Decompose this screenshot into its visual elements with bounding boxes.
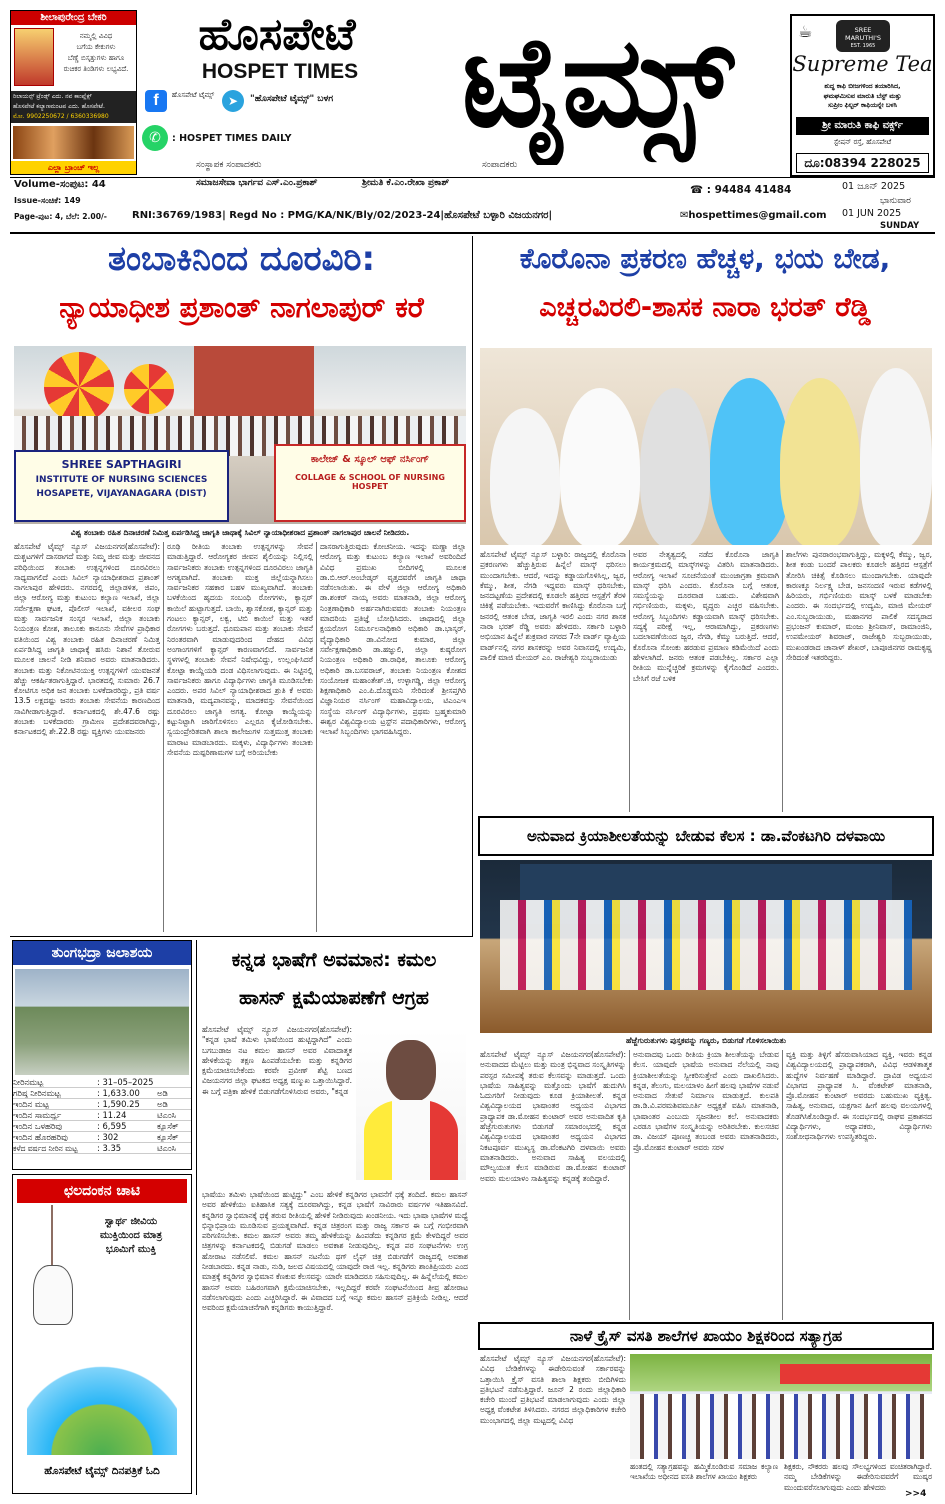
satyagraha-caption-right: ಶಿಕ್ಷಕರು, ನೌಕರರು ಹಲವು ಸೌಲಭ್ಯಗಳಿಂದ ವಂಚಿತರಾಗಿದ್ದಾರೆ. ನಮ್ಮ ಬೇಡಿಕೆಗಳನ್ನು ಈಡೇರಿಸುವವರೆಗೆ ಮುಷ್ಕರ ಮುಂದುವರೆಸಲಾಗುವುದು ಎಂದು ಹೇಳಿದರು bbox=[784, 1462, 932, 1492]
person-figure bbox=[860, 368, 932, 545]
date-kannada: 01 ಜೂನ್ 2025 bbox=[842, 181, 906, 192]
tobacco-rally-photo bbox=[14, 346, 466, 524]
bakery-tag: ಎಲ್ಲಾ ಬ್ರಾಂಚ್ ಇಲ್ಲ bbox=[11, 161, 136, 174]
column-rule bbox=[629, 550, 630, 812]
tea-brand1: SREE MARUTHI'S bbox=[844, 26, 882, 42]
masthead-title-small-kannada: ಹೊಸಪೇಟೆ bbox=[198, 9, 356, 60]
column-rule bbox=[782, 550, 783, 812]
masthead-title-big-kannada: ಟೈಮ್ಸ್ bbox=[461, 9, 734, 155]
dam-table bbox=[13, 1077, 191, 1154]
hanging-figure-drawing bbox=[33, 1265, 73, 1325]
registration-line: RNI:36769/1983| Regd No : PMG/KA/NK/Bly/02/2023-24|ಹೊಸಪೇಟೆ ಬಳ್ಳಾರಿ ವಿಜಯನಗರ| bbox=[132, 210, 553, 221]
founder-name: ಸಮಾಜಸೇವಾ ಭಾರ್ಗವ ಎಸ್.ಎಂ.ಪ್ರಕಾಶ್ bbox=[196, 178, 318, 188]
shanmukha-portrait bbox=[356, 1030, 466, 1180]
tea-address: ಸ್ಟೇಷನ್ ರಸ್ತೆ, ಹೊಸಪೇಟೆ bbox=[833, 138, 892, 146]
dam-row bbox=[13, 1143, 191, 1154]
facebook-label: ಹೊಸಪೇಟೆ ಟೈಮ್ಸ್ bbox=[171, 91, 215, 99]
issue-info: Issue-ಸಂಚಿಕೆ: 149 bbox=[14, 196, 81, 205]
email-link[interactable]: ✉hospettimes@gmail.com bbox=[680, 210, 827, 221]
bakery-line1: ನಮ್ಮಲ್ಲಿ ವಿವಿಧ bbox=[79, 32, 113, 40]
dam-row bbox=[13, 1077, 191, 1088]
dam-row-value: : 31–05–2025 bbox=[97, 1077, 154, 1087]
dam-row-unit: ಟಿಎಂಸಿ bbox=[157, 1110, 177, 1120]
dam-row-value: : 1,590.25 bbox=[97, 1099, 140, 1109]
bakery-products-image bbox=[13, 126, 134, 159]
rally-umbrella-icon bbox=[44, 352, 114, 422]
kannada-headline-1: ಕನ್ನಡ ಭಾಷೆಗೆ ಅವಮಾನ: ಕಮಲ bbox=[231, 949, 437, 971]
cartoon-title: ಛಲದಂಕನ ಚಾಟಿ bbox=[17, 1179, 187, 1203]
dam-row-unit: ಕ್ಯೂಸೆಕ್ bbox=[157, 1121, 179, 1131]
satyagraha-caption-left: ಹಂತದಲ್ಲಿ ಸತ್ಯಾಗ್ರಹವನ್ನು ಹಮ್ಮಿಕೊಂಡಿರುವ ಸಮಾಜ ಕಲ್ಯಾಣ ಇಲಾಖೆಯ ಅಧೀನದ ವಸತಿ ಶಾಲೆಗಳ ಖಾಯಂ ಶಿಕ್ಷಕರು bbox=[630, 1462, 778, 1482]
satyagraha-photo bbox=[630, 1354, 932, 1459]
masthead-bottom-rule bbox=[10, 232, 935, 234]
protest-crowd bbox=[630, 1394, 932, 1459]
kannada-headline-2: ಹಾಸನ್ ಕ್ಷಮೆಯಾಪಣೆಗೆ ಆಗ್ರಹ bbox=[239, 987, 429, 1009]
tea-company-name: ಶ್ರೀ ಮಾರುತಿ ಕಾಫಿ ವರ್ಕ್ಸ್ bbox=[796, 117, 929, 135]
kannada-body: ಭಾಷೆಯು ತಮಿಳು ಭಾಷೆಯಿಂದ ಹುಟ್ಟಿದ್ದು" ಎಂಬ ಹೇಳಿಕೆ ಕನ್ನಡಿಗರ ಭಾವನೆಗೆ ಧಕ್ಕೆ ತಂದಿದೆ. ಕಮಲ ಹಾಸನ್ ಅವರ ಹೇಳಿಕೆಯು ಐತಿಹಾಸಿಕ ಸತ್ಯಕ್ಕೆ ದೂರವಾಗಿದ್ದು, ಕನ್ನಡ ಭಾಷೆಗೆ ಸಾವಿರಾರು ವರ್ಷಗಳ ಇತಿಹಾಸವಿದೆ. ಕನ್ನಡಿಗರ ಸ್ವಾಭಿಮಾನಕ್ಕೆ ಧಕ್ಕೆ ತರುವ ರೀತಿಯಲ್ಲಿ ಹೇಳಿಕೆ ನೀಡಿರುವುದು ಖಂಡನೀಯ. ಇದು ಭಾಷಾ ಭಾಷೆಗಳ ಮಧ್ಯೆ ಭಿನ್ನಾಭಿಪ್ರಾಯ ಮೂಡಿಸುವ ಪ್ರಯತ್ನವಾಗಿದೆ. ಕನ್ನಡ ಚಿತ್ರರಂಗ ಮತ್ತು ರಾಜ್ಯ ಸರ್ಕಾರ ಈ ಬಗ್ಗೆ ಗಂಭೀರವಾಗಿ ಪರಿಗಣಿಸಬೇಕು. ಕಮಲ ಹಾಸನ್ ಅವರು ತಮ್ಮ ಹೇಳಿಕೆಯನ್ನು ಹಿಂಪಡೆದು ಕನ್ನಡಿಗರ ಕ್ಷಮೆ ಕೇಳದಿದ್ದರೆ ಅವರ ಚಿತ್ರಗಳನ್ನು ಕರ್ನಾಟಕದಲ್ಲಿ ಬಿಡುಗಡೆ ಮಾಡಲು ಅವಕಾಶ ನೀಡುವುದಿಲ್ಲ. ಕನ್ನಡ ಪರ ಸಂಘಟನೆಗಳು ಉಗ್ರ ಹೋರಾಟ ನಡೆಸಲಿವೆ. ಕಮಲ ಹಾಸನ್ ನಟನೆಯ ಥಗ್ ಲೈಫ್ ಚಿತ್ರ ಬಿಡುಗಡೆಗೆ ರಾಜ್ಯದಲ್ಲಿ ಅವಕಾಶ ನೀಡಬಾರದು. ಕನ್ನಡ ನಾಡು, ನುಡಿ, ಜಲದ ವಿಷಯದಲ್ಲಿ ಯಾವುದೇ ರಾಜಿ ಇಲ್ಲ. ಕನ್ನಡಿಗರು ಶಾಂತಿಪ್ರಿಯರು ಎಂದ ಮಾತ್ರಕ್ಕೆ ಕನ್ನಡಿಗರ ಸ್ವಾಭಿಮಾನ ಕೆಣಕುವ ಕೆಲಸವನ್ನು ಯಾರೇ ಮಾಡಿದರೂ ಸಹಿಸುವುದಿಲ್ಲ. ಈ ಹಿನ್ನೆಲೆಯಲ್ಲಿ ಕಮಲ ಹಾಸನ್ ಅವರು ಬಹಿರಂಗವಾಗಿ ಕ್ಷಮೆಯಾಚಿಸಬೇಕು, ಇಲ್ಲದಿದ್ದರೆ ಕರವೇ ಸಂಘಟನೆಯಿಂದ ತೀವ್ರ ಹೋರಾಟ ನಡೆಸಲಾಗುವುದು ಎಂದು ಎಚ್ಚರಿಸಿದ್ದಾರೆ. ಈ ವಿವಾದದ ಬಗ್ಗೆ ಇನ್ನೂ ಕಮಲ ಹಾಸನ್ ಪ್ರತಿಕ್ರಿಯೆ ನೀಡಿಲ್ಲ. ಆದರೆ ಅವರಿಂದ ಕ್ಷಮೆಯಾಚನೆಗಾಗಿ ಕನ್ನಡಿಗರು ಕಾಯುತ್ತಿದ್ದಾರೆ. bbox=[202, 1190, 468, 1313]
tea-line2: ಘಮಘಮಿಸುವ ಮಾರುತಿ ಬೆಸ್ಟ್ ಮತ್ತು bbox=[823, 91, 902, 100]
corona-mask-photo bbox=[480, 348, 932, 545]
dam-row-value: : 302 bbox=[97, 1132, 119, 1142]
dam-row-value: : 6,595 bbox=[97, 1121, 127, 1131]
bakery-line3: ಬೆಣ್ಣೆ ಬಿಸ್ಕತ್ತುಗಳು ಹಾಗೂ bbox=[67, 54, 125, 62]
bakery-address bbox=[11, 91, 136, 123]
volume-info: Volume-ಸಂಪುಟ: 44 bbox=[14, 179, 106, 190]
editor-name: ಶ್ರೀಮತಿ ಕೆ.ಎಂ.ರೇಖಾ ಪ್ರಕಾಶ್ bbox=[362, 178, 450, 188]
cup-icon: ☕ bbox=[798, 22, 813, 41]
dam-title: ತುಂಗಭದ್ರಾ ಜಲಾಶಯ bbox=[13, 941, 191, 965]
dam-row-value: : 1,633.00 bbox=[97, 1088, 140, 1098]
column-rule bbox=[782, 1050, 783, 1320]
dam-row bbox=[13, 1121, 191, 1132]
banner-left-line3: HOSAPETE, VIJAYANAGARA (DIST) bbox=[36, 489, 207, 499]
cartoon-text-3: ಭೂಮಿಗೆ ಮುಕ್ತಿ bbox=[105, 1244, 157, 1255]
middle-horizontal-rule bbox=[10, 936, 473, 937]
continued-marker[interactable]: >>4 bbox=[905, 1489, 927, 1499]
corona-column-2: ಅವರ ನೇತೃತ್ವದಲ್ಲಿ ನಡೆದ ಕೊರೊನಾ ಜಾಗೃತಿ ಕಾರ್ಯಕ್ರಮದಲ್ಲಿ ಮಾಸ್ಕ್‌ಗಳನ್ನು ವಿತರಿಸಿ ಮಾತನಾಡಿದರು. ಆರೋಗ್ಯ ಇಲಾಖೆ ಸೂಚನೆಯಂತೆ ಮುಂಜಾಗ್ರತಾ ಕ್ರಮವಾಗಿ ಮಾಸ್ಕ್ ಧರಿಸಿ ಎಂದರು. ಕೊರೊನಾ ಬಗ್ಗೆ ಆತಂಕ, ಸಮಸ್ಯೆಯನ್ನು ದೂರವಾಡ ಬಹುದು. ವಿಶೇಷವಾಗಿ ಗರ್ಭಿಣಿಯರು, ಮಕ್ಕಳು, ವೃದ್ಧರು ಎಚ್ಚರ ವಹಿಸಬೇಕು. ಆರೋಗ್ಯ ಸಿಬ್ಬಂದಿಗಳು ಕಡ್ಡಾಯವಾಗಿ ಮಾಸ್ಕ್ ಧರಿಸಬೇಕು. ಸದ್ಯಕ್ಕೆ ಪರೀಕ್ಷೆ ಇಲ್ಲ, ಆರಾಮಾಗಿದ್ದು, ಪ್ರಕರಣಗಳು ಬದಲಾವಣೆಯಿಂದ ಜ್ವರ, ನೆಗಡಿ, ಕೆಮ್ಮು ಬರುತ್ತಿದೆ. ಆದರೆ, ಕೊರೊನಾ ಸೋಂಕು ಹರಡುವ ಪ್ರಮಾಣ ಕಡಿಮೆಯಿದೆ ಎಂದು ಹೇಳಲಾಗಿದೆ. ಜನರು ಆತಂಕ ಪಡಬೇಕಿಲ್ಲ. ಸರ್ಕಾರ ಎಲ್ಲಾ ರೀತಿಯ ಮುನ್ನೆಚ್ಚರಿಕೆ ಕ್ರಮಗಳನ್ನು ಕೈಗೊಂಡಿದೆ ಎಂದರು. ಬೇಸಿಗೆ ರಜೆ ಬಳಿಕ bbox=[633, 550, 779, 683]
dam-row-label: ಇಂದಿನ ಹೊರಹರಿವು bbox=[13, 1132, 68, 1142]
banner-right-line2: COLLAGE & SCHOOL OF NURSING HOSPET bbox=[295, 473, 445, 491]
protest-banner bbox=[780, 1364, 930, 1384]
rally-umbrella-icon bbox=[124, 364, 174, 414]
tobacco-photo-caption: ವಿಶ್ವ ತಂಬಾಕು ರಹಿತ ದಿನಾಚರಣೆ ನಿಮಿತ್ತ ಏರ್ಪಡಿಸಿದ್ದ ಜಾಗೃತಿ ಜಾಥಾಕ್ಕೆ ಸಿವಿಲ್ ನ್ಯಾಯಾಧೀಶರಾದ ಪ್ರಶಾಂತ್ ನಾಗಲಾಪುರ ಚಾಲನೆ ನೀಡಿದರು. bbox=[70, 528, 410, 537]
tobacco-column-2: ರೂಢಿ ರೀತಿಯ ತಂಬಾಕು ಉತ್ಪನ್ನಗಳನ್ನು ಸೇವನೆ ಮಾಡುತ್ತಿದ್ದಾರೆ. ಆರೋಗ್ಯಕರ ಜೀವನ ಶೈಲಿಯನ್ನು ನಿಲ್ಲಿಸಲ್ಲಿ ಸಾರ್ವಜನಿಕರು ತಂಬಾಕು ಉತ್ಪನ್ನಗಳಿಂದ ದೂರವಿರಲು ಜಾಗೃತಿ ಅಗತ್ಯವಾಗಿದೆ. ತಂಬಾಕು ಮುಕ್ತ ಜಿಲ್ಲೆಯನ್ನಾಗಿಸಲು ಸಾರ್ವಜನಿಕರ ಸಹಕಾರ ಬಹಳ ಮುಖ್ಯವಾಗಿದೆ. ತಂಬಾಕು ಬಳಕೆಯಿಂದ ಹೃದಯ ಸಂಬಂಧಿ ರೋಗಗಳು, ಕ್ಯಾನ್ಸರ್ ಕಾಯಿಲೆ ಹುಟ್ಟಾಗುತ್ತದೆ. ಬಾಯಿ, ಶ್ವಾಸಕೋಶ, ಕ್ಯಾನ್ಸರ್ ಮತ್ತು ಗಂಟಲು ಕ್ಯಾನ್ಸರ್, ಲಕ್ವ, ಟಿಬಿ ಕಾಯಿಲೆ ಮತ್ತು ಇತರೆ ರೋಗಗಳು ಬರುತ್ತದೆ. ಧೂಮಪಾನ ಮತ್ತು ತಂಬಾಕು ಸೇವನೆ ನಿರಂತರವಾಗಿ ಮಾಡುವುದರಿಂದ ದೇಹದ ವಿವಿಧ ಅಂಗಾಂಗಗಳಿಗೆ ಕ್ಯಾನ್ಸರ್ ಕಾರಣವಾಗಲಿದೆ. ಸಾರ್ವಜನಿಕ ಸ್ಥಳಗಳಲ್ಲಿ ತಂಬಾಕು ಸೇವನೆ ನಿಷೇಧವಿದ್ದು, ಉಲ್ಲಂಘಿಸಿದರೆ ಕೋಟ್ಪಾ ಕಾಯ್ದೆಯಡಿ ದಂಡ ವಿಧಿಸಲಾಗುವುದು. ಈ ನಿಟ್ಟಿನಲ್ಲಿ ಸಾರ್ವಜನಿಕರು ಹಾಗೂ ವಿದ್ಯಾರ್ಥಿಗಳು ಜಾಗೃತಿ ಮೂಡಿಸಬೇಕು ಎಂದರು. ಅಪರ ಸಿವಿಲ್ ನ್ಯಾಯಾಧೀಶರಾದ ಶ್ರುತಿ ಕೆ ಅವರು ಮಾತನಾಡಿ, ಮದ್ಯಪಾನವನ್ನು, ಮಾದಕವಸ್ತು ಸೇವನೆಯಿಂದ ದೂರವಿರಲು ಜಾಗೃತಿ ಅಗತ್ಯ. ಕೋಟ್ಪಾ ಕಾಯ್ದೆಯನ್ನು ಕಟ್ಟುನಿಟ್ಟಾಗಿ ಜಾರಿಗೊಳಿಸಲು ಎಲ್ಲರೂ ಕೈಜೋಡಿಸಬೇಕು. ಸ್ವಯಂಪ್ರೇರಿತವಾಗಿ ಶಾಲಾ ಕಾಲೇಜುಗಳ ಸುತ್ತಮುತ್ತ ತಂಬಾಕು ಮಾರಾಟ ಮಾಡಬಾರದು. ಮಕ್ಕಳು, ವಿದ್ಯಾರ್ಥಿಗಳು ತಂಬಾಕು ಸೇವನೆಯ ದುಷ್ಪರಿಣಾಮಗಳ ಬಗ್ಗೆ ಅರಿಯಬೇಕು bbox=[167, 542, 313, 757]
portrait-face bbox=[386, 1040, 436, 1102]
banner-right bbox=[274, 444, 466, 522]
bakery-phone: ಮೋ. 9902250672 / 6360336980 bbox=[13, 113, 109, 120]
cartoon-text-2: ಮುಕ್ತಿಯಿಂದ ಮಾತ್ರ bbox=[99, 1230, 163, 1241]
column-rule bbox=[163, 542, 164, 932]
tobacco-column-1: ಹೊಸಪೇಟೆ ಟೈಮ್ಸ್ ನ್ಯೂಸ್ ವಿಜಯನಗರ(ಹೊಸಪೇಟೆ): ದುಶ್ಚಟಗಳಿಗೆ ದಾಸರಾಗದೆ ಮತ್ತು ನಿಮ್ಮ ಜೀವ ಮತ್ತು ಜೀವನದ ಪರಿಧಿಯಿಂದ ತಂಬಾಕು ಉತ್ಪನ್ನಗಳಿಂದ ದೂರವಿರಲು ಸಾಧ್ಯವಾಗಲಿದೆ ಎಂದು ಸಿವಿಲ್ ನ್ಯಾಯಾಧೀಶರಾದ ಪ್ರಶಾಂತ್ ನಾಗಲಾಪುರ ಹೇಳಿದರು. ನಗರದಲ್ಲಿ ಜಿಲ್ಲಾಡಳಿತ, ಜಿಪಂ, ಜಿಲ್ಲಾ ಆರೋಗ್ಯ ಮತ್ತು ಕುಟುಂಬ ಕಲ್ಯಾಣ ಇಲಾಖೆ, ಜಿಲ್ಲಾ ಸರ್ವೇಕ್ಷಣಾ ಘಟಕ, ಪೊಲೀಸ್ ಇಲಾಖೆ, ವಕೀಲರ ಸಂಘ ಮತ್ತು ಸಾರ್ವಜನಿಕ ಸಂಸ್ಕರ ಇಲಾಖೆ, ಜಿಲ್ಲಾ ತಂಬಾಕು ನಿಯಂತ್ರಣ ಕೋಶ, ತಾಲೂಕು ಕಾನೂನು ಸೇವೆಗಳ ಪ್ರಾಧಿಕಾರ ವತಿಯಿಂದ ವಿಶ್ವ ತಂಬಾಕು ರಹಿತ ದಿನಾಚರಣೆ ನಿಮಿತ್ತ ಏರ್ಪಡಿಸಿದ್ದ ಜಾಗೃತಿ ಜಾಥಾಕ್ಕೆ ಹಸಿರು ನಿಶಾನೆ ತೋರುವ ಮೂಲಕ ಚಾಲನೆ ನೀಡಿ ಶನಿವಾರ ಅವರು ಮಾತನಾಡಿದರು. ತಂಬಾಕು ಮತ್ತು ನಿಕೋಟಿನಯುಕ್ತ ಉತ್ಪನ್ನಗಳಿಗೆ ಯುವಜನತೆ ಹೆಚ್ಚು ಆಕರ್ಷಿತರಾಗುತ್ತಿದ್ದಾರೆ. ಭಾರತದಲ್ಲಿ ಸುಮಾರು 26.7 ಕೋಟಿಗೂ ಅಧಿಕ ಜನ ತಂಬಾಕು ಬಳಕೆದಾರರಿದ್ದು, ಪ್ರತಿ ವರ್ಷ 13.5 ಲಕ್ಷದಷ್ಟು ಜನರು ತಂಬಾಕು ಸೇವನೆಯ ಕಾರಣದಿಂದ ಸಾವಿಗೀಡಾಗುತ್ತಿದ್ದಾರೆ. ಕರ್ನಾಟಕದಲ್ಲಿ ಶೇ.47.6 ರಷ್ಟು ತಂಬಾಕು ಬಳಕೆದಾರರು ಗ್ರಾಮೀಣ ಪ್ರದೇಶದವರಾಗಿದ್ದು, ಕರ್ನಾಟಕದಲ್ಲಿ ಶೇ.22.8 ರಷ್ಟು ವ್ಯಕ್ತಿಗಳು ಯುವಜನರು bbox=[14, 542, 160, 737]
telegram-icon[interactable]: ➤ bbox=[222, 90, 244, 112]
person-figure bbox=[780, 378, 860, 545]
social-group-text: "ಹೊಸಪೇಟೆ ಟೈಮ್ಸ್" ಬಳಗ bbox=[250, 94, 334, 104]
banner-left-line2: INSTITUTE OF NURSING SCIENCES bbox=[35, 475, 208, 485]
right-advertisement bbox=[790, 14, 935, 177]
tea-line3: ಸುಪ್ರೀಂ ಫಿಲ್ಟರ್ ಕಾಫಿಯನ್ನೇ ಬಳಸಿ bbox=[827, 101, 898, 109]
dam-row-label: ಇಂದಿನ ಒಳಹರಿವು bbox=[13, 1121, 63, 1131]
dam-row-unit: ಕ್ಯೂಸೆಕ್ bbox=[157, 1132, 179, 1142]
rally-building bbox=[194, 346, 314, 416]
person-figure bbox=[560, 388, 640, 545]
tea-est: EST. 1965 bbox=[850, 43, 876, 49]
person-figure bbox=[710, 378, 790, 545]
dam-row-label: ಇಂದಿನ ಮಟ್ಟ bbox=[13, 1099, 49, 1109]
editor-label: ಸಂಪಾದಕರು bbox=[482, 160, 518, 170]
whatsapp-icon[interactable]: ✆ bbox=[142, 125, 168, 151]
satyagraha-column-1: ಹೊಸಪೇಟೆ ಟೈಮ್ಸ್ ನ್ಯೂಸ್ ವಿಜಯನಗರ(ಹೊಸಪೇಟೆ): ವಿವಿಧ ಬೇಡಿಕೆಗಳನ್ನು ಈಡೇರಿಸುವಂತೆ ಸರ್ಕಾರವನ್ನು ಒತ್ತಾಯಿಸಿ ಕ್ರೈಸ್ ವಸತಿ ಶಾಲಾ ಶಿಕ್ಷಕರು ಬೀದಿಗಿಳಿದು ಪ್ರತಿಭಟನೆ ನಡೆಸುತ್ತಿದ್ದಾರೆ. ಜೂನ್ 2 ರಂದು ಜಿಲ್ಲಾಧಿಕಾರಿ ಕಚೇರಿ ಮುಂದೆ ಪ್ರತಿಭಟನೆ ಮಾಡಲಾಗುವುದು ಎಂದು ಜಿಲ್ಲಾ ಅಧ್ಯಕ್ಷ ವೆಂಕಟೇಶ ತಿಳಿಸಿದರು. ನಗರದ ಜಿಲ್ಲಾಧಿಕಾರಿಗಳ ಕಚೇರಿ ಮುಂಭಾಗದಲ್ಲಿ ಜಿಲ್ಲಾ ಮಟ್ಟದಲ್ಲಿ ವಿವಿಧ bbox=[480, 1354, 626, 1425]
dam-row bbox=[13, 1099, 191, 1110]
story-tobacco-headline-2: ನ್ಯಾಯಾಧೀಶ ಪ್ರಶಾಂತ್ ನಾಗಲಾಪುರ್ ಕರೆ bbox=[59, 291, 424, 324]
rope-drawing bbox=[51, 1205, 53, 1265]
dam-row-unit: ಅಡಿ bbox=[157, 1088, 168, 1098]
left-column-rule bbox=[196, 940, 197, 1495]
dam-row-label: ಕಳೆದ ವರ್ಷದ ನೀರಿನ ಮಟ್ಟ bbox=[13, 1144, 78, 1153]
page-info: Page-ಪುಟ: 4, ಬೆಲೆ: 2.00/- bbox=[14, 212, 107, 221]
bakery-line4: ರುಚಿಕರ ತಿಂಡಿಗಳು ಲಭ್ಯವಿದೆ. bbox=[63, 65, 129, 73]
person-figure bbox=[640, 388, 710, 545]
story-corona-headline-1: ಕೊರೊನಾ ಪ್ರಕರಣ ಹೆಚ್ಚಳ, ಭಯ ಬೇಡ, bbox=[519, 242, 891, 275]
phone-number: ☎ : 94484 41484 bbox=[690, 184, 792, 196]
dam-row-unit: ಟಿಎಂಸಿ bbox=[157, 1143, 177, 1153]
book-release-photo bbox=[480, 860, 932, 1033]
person-figure bbox=[490, 408, 560, 545]
dam-row bbox=[13, 1110, 191, 1121]
book-release-caption: ಹೆಜ್ಜೆಗುರುತುಗಳು ಪುಸ್ತಕವನ್ನು ಗಣ್ಯರು, ಬಿಡುಗಡೆ ಗೊಳಿಸಲಾಯಿತು bbox=[625, 1036, 786, 1045]
dam-row-label: ನೀರಿನಮಟ್ಟ bbox=[13, 1077, 44, 1087]
dam-row-value: : 11.24 bbox=[97, 1110, 127, 1120]
column-rule bbox=[629, 1050, 630, 1320]
tea-line1: ಶುದ್ಧ ಕಾಫಿ ಬೀಜಗಳಿಂದ ತಯಾರಿಸಿದ, bbox=[824, 82, 901, 90]
cartoon-footer: ಹೊಸಪೇಟೆ ಟೈಮ್ಸ್ ದಿನಪತ್ರಿಕೆ ಓದಿ bbox=[44, 1465, 160, 1477]
dam-row-value: : 3.35 bbox=[97, 1143, 122, 1153]
day-english: SUNDAY bbox=[880, 221, 920, 231]
translation-column-1: ಹೊಸಪೇಟೆ ಟೈಮ್ಸ್ ನ್ಯೂಸ್ ವಿಜಯನಗರ(ಹೊಸಪೇಟೆ): ಅನುವಾದದ ಮೆಟ್ಟಿಲು ಮತ್ತು ಮಂತ್ರ ಭಿನ್ನವಾದ ಸಂಸ್ಕೃತಿಗಳನ್ನು ಪರಸ್ಪರ ಸಮೀಪಕ್ಕೆ ತರುವ ಕೆಲಸವನ್ನು ಮಾಡುತ್ತದೆ. ಒಂದು ಭಾಷೆಯ ಸಾಹಿತ್ಯವನ್ನು ಮತ್ತೊಂದು ಭಾಷೆಗೆ ಹುದುಗಿಸಿ ಓದುಗರಿಗೆ ನೀಡುವುದು ಕೂಡ ಕ್ರಿಯಾಶೀಲತೆ. ಕನ್ನಡ ವಿಶ್ವವಿದ್ಯಾಲಯದ ಭಾಷಾಂತರ ಅಧ್ಯಯನ ವಿಭಾಗದ ಪ್ರಾಧ್ಯಾಪಕ ಡಾ.ಮೋಹನ ಕುಂಟಾರ್ ಅವರ ಅನುವಾದಿತ ಕೃತಿ ಹೆಜ್ಜೆಗುರುತುಗಳು ಬಿಡುಗಡೆ ಸಮಾರಂಭದಲ್ಲಿ ಕನ್ನಡ ವಿಶ್ವವಿದ್ಯಾಲಯದ ಭಾಷಾಂತರ ಅಧ್ಯಯನ ವಿಭಾಗದ ನಿಕಟಪೂರ್ವ ಮುಖ್ಯಸ್ಥ ಡಾ.ವೆಂಕಟಗಿರಿ ದಳವಾಯಿ ಅವರು ಮಾತನಾಡಿದರು. ಅನುವಾದ ಸಾಹಿತ್ಯ ವಲಯದಲ್ಲಿ ಮೌಲ್ಯಯುತ ಕೆಲಸ ಮಾಡಿರುವ ಡಾ.ಮೋಹನ ಕುಂಟಾರ್ ಅವರು ಮಲಯಾಳಂ ಸಾಹಿತ್ಯವನ್ನು ಕನ್ನಡಕ್ಕೆ ತಂದಿದ್ದಾರೆ. bbox=[480, 1050, 626, 1183]
earth-drawing bbox=[27, 1355, 177, 1455]
dam-row-label: ಗರಿಷ್ಠ ನೀರಿನಮಟ್ಟ bbox=[13, 1088, 61, 1098]
translation-column-2: ಅನುವಾದವು ಒಂದು ರೀತಿಯ ಕ್ರಿಯಾ ಶೀಲತೆಯನ್ನು ಬೇಡುವ ಕೆಲಸ. ಯಾವುದೇ ಭಾಷೆಯ ಅನುವಾದ ನೆಲೆಯಲ್ಲಿ ನಾವು ಕ್ರಿಯಾಶೀಲತೆಯನ್ನು ಸ್ವೀಕರಿಸುತ್ತೇವೆ ಎಂದು ದಾಖಲಿಸಿದರು. ಕನ್ನಡ, ತೆಲುಗು, ಮಲಯಾಳಂ ಹೀಗೆ ಹಲವು ಭಾಷೆಗಳ ನಡುವೆ ಅನುವಾದ ಸೇತುವೆ ನಿರ್ಮಾಣ ಮಾಡುತ್ತದೆ. ಕುಲಪತಿ ಡಾ.ಡಿ.ವಿ.ಪರಮಶಿವಮೂರ್ತಿ ಅಧ್ಯಕ್ಷತೆ ವಹಿಸಿ ಮಾತನಾಡಿ, ಭಾಷಾಂತರ ಎಂಬುದು ಸೃಜನಶೀಲ ಕಲೆ. ಅನುವಾದಕರು ಎರಡೂ ಭಾಷೆಗಳ ಸಂಸ್ಕೃತಿಯನ್ನು ಅರಿತಿರಬೇಕು. ಕುಲಸಚಿವ ಡಾ. ವಿಜಯ್ ಪೂಣಚ್ಚ ತಂಬಂಡ ಅವರು ಮಾತನಾಡಿದರು, ಪ್ರೊ.ಮೋಹನ ಕುಂಟಾರ್ ಅವರು ಸರಳ bbox=[633, 1050, 779, 1152]
tea-logo bbox=[836, 20, 890, 52]
dam-row-unit bbox=[157, 1077, 191, 1087]
bakery-addr1: ರಿಲಾಯನ್ಸ್ ಟ್ರೆಂಡ್ಸ್ ಎದು. ನವ ಕಾಂಪ್ಲೆಕ್ಸ್ bbox=[13, 93, 92, 100]
bakery-image bbox=[14, 28, 54, 86]
tobacco-column-3: ದಾಸರಾಗುತ್ತಿರುವುದು ಕೋಚನೀಯ. ಇದನ್ನು ಮಣ್ಣಾ ಜಿಲ್ಲಾ ಆರೋಗ್ಯ ಮತ್ತು ಕುಟುಂಬ ಕಲ್ಯಾಣ ಇಲಾಖೆ ಅವರಿಂದಿದೆ ವಿವಿಧ ಪ್ರಮುಖ ಬೀದಿಗಳಲ್ಲಿ ಮೂಲಕ ಡಾ.ಬಿ.ಆರ್.ಅಂಬೇಡ್ಕರ್ ವೃತ್ತದವರೆಗೆ ಜಾಗೃತಿ ಜಾಥಾ ನಡೆಸಲಾಯಿತು. ಈ ವೇಳೆ ಜಿಲ್ಲಾ ಆರೋಗ್ಯ ಅಧಿಕಾರಿ ಡಾ.ಶಂಕರ್ ನಾಯ್ಕ ಅವರು ಮಾತನಾಡಿ, ಜಿಲ್ಲಾ ಆರೋಗ್ಯ ನಿಂತ್ರಣಾಧಿಕಾರಿ ಅರ್ಹನಾಗಿರುವವರು ತಂಬಾಕು ನಿಯಂತ್ರಣ ಮಾದರಿಯ ಪ್ರತಿಜ್ಞೆ ಬೋಧಿಸಿದರು. ಜಾಥಾದಲ್ಲಿ ಜಿಲ್ಲಾ ಕ್ಷಯರೋಗ ನಿರ್ಮೂಲನಾಧಿಕಾರಿ ಅಧಿಕಾರಿ ಡಾ.ಭಾಸ್ಕರ್, ವೈದ್ಯಾಧಿಕಾರಿ ಡಾ.ವಿನೋದ ಕುಮಾರ, ಜಿಲ್ಲಾ ಸರ್ವೇಕ್ಷಣಾಧಿಕಾರಿ ಡಾ.ಹಜ್ಞುಲಿ, ಜಿಲ್ಲಾ ಕುಷ್ಠರೋಗ ನಿಯಂತ್ರಣ ಅಧಿಕಾರಿ ಡಾ.ರಾಧಿಕ, ತಾಲೂಕು ಆರೋಗ್ಯ ಅಧಿಕಾರಿ ಡಾ.ಬಸವರಾಜ್, ತಂಬಾಕು ನಿಯಂತ್ರಣ ಕೋಶದ ಸಂಯೋಜಕ ಮಹಾಂತೇಶ್.ಜಿ, ಉಳ್ಳಾಗಡ್ಡಿ, ಜಿಲ್ಲಾ ಆರೋಗ್ಯ ಶಿಕ್ಷಣಾಧಿಕಾರಿ ಎಂ.ಪಿ.ದೊಡ್ಡಮನಿ ಸೇರಿದಂತೆ ಶ್ರೀಸಪ್ತಗಿರಿ ವಿಜ್ಞಾನಿಯರ ನರ್ಸಿಂಗ್ ಮಹಾವಿದ್ಯಾಲಯ, ಟಿಎಂಎಇ ಸಂಸ್ಥೆಯ ನರ್ಸಿಂಗ್ ವಿದ್ಯಾರ್ಥಿಗಳು, ಪ್ರಥಮ ಬ್ರಹ್ಮಕುಮಾರಿ ಈಶ್ವರ ವಿಶ್ವವಿದ್ಯಾಲಯ ಟ್ರಸ್ಟ್‌ನ ಪದಾಧಿಕಾರಿಗಳು, ಆರೋಗ್ಯ ಇಲಾಖೆ ಸಿಬ್ಬಂದಿಗಳು ಭಾಗವಹಿಸಿದ್ದರು. bbox=[320, 542, 466, 737]
corona-column-3: ಶಾಲೆಗಳು ಪುನರಾರಂಭವಾಗುತ್ತಿದ್ದು, ಮಕ್ಕಳಲ್ಲಿ ಕೆಮ್ಮು, ಜ್ವರ, ಶೀತ ಕಂಡು ಬಂದರೆ ಪಾಲಕರು ಕೂಡಲೇ ಹತ್ತಿರದ ಆಸ್ಪತ್ರೆಗೆ ತೋರಿಸಿ ಚಿಕಿತ್ಸೆ ಕೊಡಿಸಲು ಮುಂದಾಗಬೇಕು. ಯಾವುದೇ ಕಾರಣಕ್ಕೂ ನಿರ್ಲಕ್ಷ್ಯ ಬೇಡ, ಜನಸಂದಣಿ ಇರುವ ಕಡೆಗಳಲ್ಲಿ ಹಿರಿಯರು, ಗರ್ಭಿಣಿಯರು ಮಾಸ್ಕ್ ಬಳಕೆ ಮಾಡಬೇಕು ಎಂದರು. ಈ ಸಂದರ್ಭದಲ್ಲಿ ಉದ್ಯಮಿ, ಮಾಜಿ ಮೇಯರ್ ಎಂ.ಸುಬ್ಬರಾಯುಡು, ಮಹಾನಗರ ಪಾಲಿಕೆ ಸದಸ್ಯರಾದ ಪ್ರಭಂಜನ್ ಕುಮಾರ್, ಮಂಜು ಶ್ರೀನಿವಾಸ್, ರಾಮಾಂಜಿನಿ, ಉಪಮೇಯರ್ ಶಿವರಾಜ್, ರಾಜೇಶ್ವರಿ ಸುಬ್ಬರಾಯುಡು, ಮುಖಂಡರಾದ ಚಾನಾಳ್ ಶೇಖರ್, ಬಾಪೂಜಿನಗರ ರಾಮಕೃಷ್ಣ ಸೇರಿದಂತೆ ಇತರರಿದ್ದರು. bbox=[786, 550, 932, 662]
translation-column-3: ವ್ಯಕ್ತಿ ಮತ್ತು ತಿಳ್ಳಿಗೆ ಹೆಸರುವಾಸಿಯಾದ ವ್ಯಕ್ತಿ, ಇವರು ಕನ್ನಡ ವಿಶ್ವವಿದ್ಯಾಲಯದಲ್ಲಿ ಪ್ರಾಧ್ಯಾಪಕರಾಗಿ, ವಿವಿಧ ಆಡಳಿತಾತ್ಮಕ ಹುದ್ದೆಗಳ ನಿರ್ವಹಣೆ ಮಾಡಿದ್ದಾರೆ. ದ್ರಾವಿಡ ಅಧ್ಯಯನ ವಿಭಾಗದ ಪ್ರಾಧ್ಯಾಪಕ ಸಿ. ವೆಂಕಟೇಶ್ ಮಾತನಾಡಿ, ಪ್ರೊ.ಮೋಹನ ಕುಂಟಾರ್ ಅವರದು ಬಹುಮುಖ ವ್ಯಕ್ತಿತ್ವ. ಸಾಹಿತ್ಯ, ಅನುವಾದ, ಯಕ್ಷಗಾನ ಹೀಗೆ ಹಲವು ವಲಯಗಳಲ್ಲಿ ತೊಡಗಿಸಿಕೊಂಡಿದ್ದಾರೆ. ಈ ಸಂದರ್ಭದಲ್ಲಿ ರಾಘವ ಪ್ರಕಾಶನದ ವಿದ್ಯಾರ್ಥಿಗಳು, ಅಧ್ಯಾಪಕರು, ವಿದ್ಯಾರ್ಥಿಗಳು ಸಂಶೋಧನಾರ್ಥಿಗಳು ಉಪಸ್ಥಿತರಿದ್ದರು. bbox=[786, 1050, 932, 1142]
dam-photo bbox=[15, 969, 189, 1075]
left-advertisement bbox=[10, 10, 137, 175]
bakery-title: ಶೀಲಾಪುರೇಂದ್ರ ಬೇಕರಿ bbox=[11, 11, 136, 25]
dam-row bbox=[13, 1132, 191, 1143]
column-rule bbox=[316, 542, 317, 932]
bakery-addr2: ಹೊಸಪೇಟೆ ಕಲ್ಯಾಣಮಂಟಪ ಎದು. ಹೊಸಪೇಟೆ. bbox=[13, 103, 105, 110]
date-english: 01 JUN 2025 bbox=[842, 208, 902, 219]
banner-right-line1: ಕಾಲೇಜ್ & ಸ್ಕೂಲ್ ಆಫ್ ನರ್ಸಿಂಗ್ bbox=[310, 454, 430, 465]
story-tobacco-headline-1: ತಂಬಾಕಿನಿಂದ ದೂರವಿರಿ: bbox=[107, 239, 376, 279]
kannada-intro: ಹೊಸಪೇಟೆ ಟೈಮ್ಸ್ ನ್ಯೂಸ್ ವಿಜಯನಗರ(ಹೊಸಪೇಟೆ): "ಕನ್ನಡ ಭಾಷೆ ತಮಿಳು ಭಾಷೆಯಿಂದ ಹುಟ್ಟಿದ್ದಾಗಿದೆ" ಎಂದು ಬಗಬುಡಾಜ ನಟ ಕಮಲ ಹಾಸನ್ ಅವರ ವಿವಾದಾತ್ಮಕ ಹೇಳಿಕೆಯನ್ನು ತಕ್ಷಣ ಹಿಂಪಡೆಯಬೇಕು ಮತ್ತು ಕನ್ನಡಿಗರ ಕ್ಷಮೆಯಾಚಿಸಬೇಕೆಂದು ಕರವೇ ಪ್ರವೀಣ್ ಶೆಟ್ಟಿ ಬಣದ ವಿಜಯನಗರ ಜಿಲ್ಲಾ ಘಟಕದ ಅಧ್ಯಕ್ಷ ಷಣ್ಮುಖ ಒತ್ತಾಯಿಸಿದ್ದಾರೆ. ಈ ಬಗ್ಗೆ ಪತ್ರಿಕಾ ಹೇಳಿಕೆ ಬಿಡುಗಡೆಗೊಳಿಸಿರುವ ಅವರು, "ಕನ್ನಡ bbox=[202, 1025, 352, 1096]
cartoon-text-1: ಸ್ವಾರ್ಥ ಜೀವಿಯ bbox=[104, 1216, 158, 1227]
day-kannada: ಭಾನುವಾರ bbox=[880, 196, 911, 206]
translation-headline: ಅನುವಾದ ಕ್ರಿಯಾಶೀಲತೆಯನ್ನು ಬೇಡುವ ಕೆಲಸ : ಡಾ.ವೆಂಕಟಗಿರಿ ದಳವಾಯಿ bbox=[526, 827, 886, 845]
satyagraha-headline: ನಾಳೆ ಕ್ರೈಸ್ ವಸತಿ ಶಾಲೆಗಳ ಖಾಯಂ ಶಿಕ್ಷಕರಿಂದ ಸತ್ಯಾಗ್ರಹ bbox=[569, 1327, 843, 1345]
banner-left bbox=[14, 450, 229, 522]
corona-column-1: ಹೊಸಪೇಟೆ ಟೈಮ್ಸ್ ನ್ಯೂಸ್ ಬಳ್ಳಾರಿ: ರಾಜ್ಯದಲ್ಲಿ ಕೊರೊನಾ ಪ್ರಕರಣಗಳು ಹೆಚ್ಚುತ್ತಿರುವ ಹಿನ್ನೆಲೆ ಮಾಸ್ಕ್ ಧರಿಸಲು ಮುಂದಾಗಬೇಕು. ಆದರೆ, ಇದನ್ನು ಕಡ್ಡಾಯಗೊಳಿಸಿಲ್ಲ, ಜ್ವರ, ಕೆಮ್ಮು, ಶೀತ, ನೆಗಡಿ ಇದ್ದವರು ಮಾಸ್ಕ್ ಧರಿಸಬೇಕು, ಜನದಟ್ಟಣೆಯ ಪ್ರದೇಶದಲ್ಲಿ ಕೂಡಲೇ ಹತ್ತಿರದ ಆಸ್ಪತ್ರೆಗೆ ತೆರಳಿ ಚಿಕಿತ್ಸೆ ಪಡೆಯಬೇಕು. ಇದುವರೆಗೆ ಕಾಣಿಸಿದ್ದು ಕೊರೊನಾ ಬಗ್ಗೆ ಜನರಲ್ಲಿ ಆತಂಕ ಬೇಡ, ಜಾಗೃತಿ ಇರಲಿ ಎಂದು ನಗರ ಶಾಸಕ ನಾರಾ ಭರತ್ ರೆಡ್ಡಿ ಅವರು ಹೇಳಿದರು. ಸರ್ಕಾರಿ ಬಳ್ಳಾರಿ ಅಭಿಯಾನ ಹಿನ್ನೆಲೆ ಶುಕ್ರವಾರ ನಗರದ 7ನೇ ವಾರ್ಡ್ ವ್ಯಾಪ್ತಿಯ ವಾರ್ಡ್‌ನಲ್ಲಿ ನಗರ ಶಾಸಕರನ್ನು ಅವರ ನಿವಾಸದಲ್ಲಿ ಉದ್ಯಮಿ, ಪಾಲಿಕೆ ಮಾಜಿ ಮೇಯರ್ ಎಂ. ರಾಜೇಶ್ವರಿ ಸುಬ್ಬರಾಯುಡು bbox=[480, 550, 626, 662]
story-corona-headline-2: ಎಚ್ಚರವಿರಲಿ-ಶಾಸಕ ನಾರಾ ಭರತ್ ರೆಡ್ಡಿ bbox=[539, 292, 871, 323]
portrait-shawl bbox=[364, 1100, 458, 1180]
tea-brand2: Supreme Tea bbox=[792, 52, 933, 76]
dam-row bbox=[13, 1088, 191, 1099]
dam-row-label: ಇಂದಿನ ಸಾಮರ್ಥ್ಯ bbox=[13, 1110, 62, 1120]
facebook-icon[interactable]: f bbox=[145, 90, 167, 112]
page-center-rule bbox=[472, 236, 473, 936]
stage-people bbox=[500, 900, 912, 990]
founder-label: ಸಂಸ್ಥಾಪಕ ಸಂಪಾದಕರು bbox=[196, 160, 262, 170]
dam-row-unit: ಅಡಿ bbox=[157, 1099, 168, 1109]
banner-left-line1: SHREE SAPTHAGIRI bbox=[61, 458, 182, 471]
tea-phone: ದೂ:08394 228025 bbox=[796, 153, 929, 173]
bakery-line2: ಬಗೆಯ ಕೇಕುಗಳು bbox=[76, 43, 116, 51]
cartoon-box bbox=[12, 1174, 192, 1494]
masthead-divider bbox=[10, 177, 935, 178]
whatsapp-text: : HOSPET TIMES DAILY bbox=[172, 133, 292, 144]
masthead-title-english: HOSPET TIMES bbox=[201, 60, 359, 83]
